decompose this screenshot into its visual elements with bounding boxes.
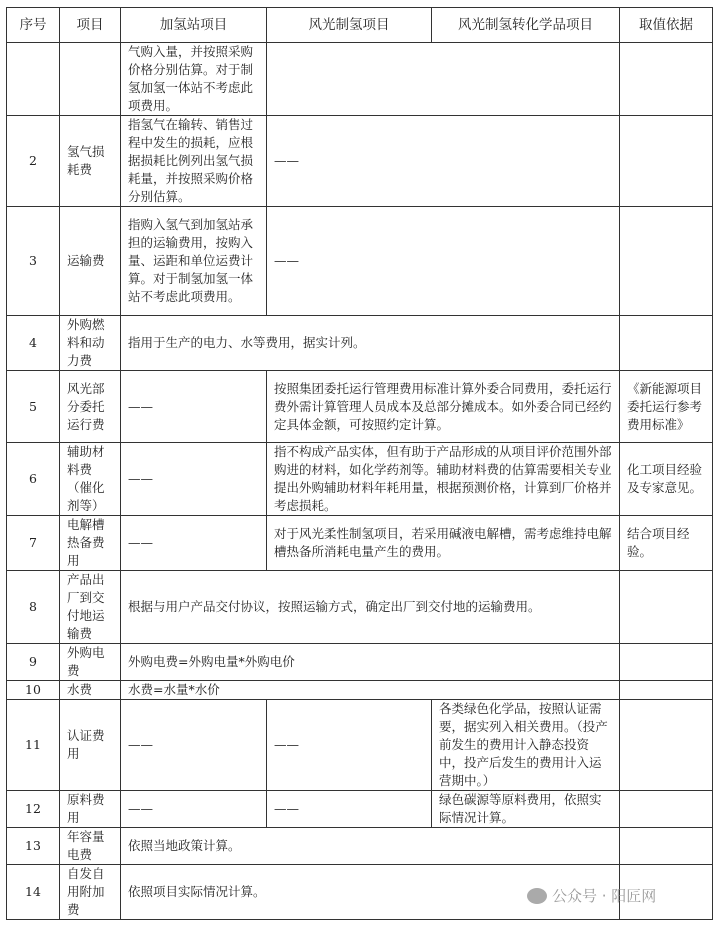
item-cell: 认证费用	[60, 700, 121, 791]
desc-cell: 依照当地政策计算。	[121, 828, 620, 865]
table-row: 12 原料费用 —— —— 绿色碳源等原料费用，依照实际情况计算。	[7, 791, 713, 828]
header-wind-solar: 风光制氢项目	[267, 8, 432, 43]
item-cell: 辅助材料费（催化剂等）	[60, 443, 121, 516]
desc-cell: 水费=水量*水价	[121, 681, 620, 700]
basis-cell: 化工项目经验及专家意见。	[620, 443, 713, 516]
desc-cell: 根据与用户产品交付协议，按照运输方式，确定出厂到交付地的运输费用。	[121, 571, 620, 644]
desc-cell: 按照集团委托运行管理费用标准计算外委合同费用，委托运行费外需计算管理人员成本及总部分摊成本。如外委合同已经约定具体金额，可按照约定计算。	[267, 371, 620, 443]
watermark: 公众号 · 阳匠网	[527, 885, 656, 906]
item-cell: 运输费	[60, 207, 121, 316]
table-row: 2 氢气损耗费 指氢气在输转、销售过程中发生的损耗，应根据损耗比例列出氢气损耗量，并按照采购价格分别估算。 ——	[7, 116, 713, 207]
table-row: 5 风光部分委托运行费 —— 按照集团委托运行管理费用标准计算外委合同费用，委托运行费外需计算管理人员成本及总部分摊成本。如外委合同已经约定具体金额，可按照约定计算。 《新能源项目委托运行参考费用标准》	[7, 371, 713, 443]
item-cell: 原料费用	[60, 791, 121, 828]
basis-cell: 《新能源项目委托运行参考费用标准》	[620, 371, 713, 443]
table-row: 9 外购电费 外购电费=外购电量*外购电价	[7, 644, 713, 681]
station-cell: 指氢气在输转、销售过程中发生的损耗，应根据损耗比例列出氢气损耗量，并按照采购价格分别估算。	[121, 116, 267, 207]
table-row: 8 产品出厂到交付地运输费 根据与用户产品交付协议，按照运输方式，确定出厂到交付地的运输费用。	[7, 571, 713, 644]
basis-cell: 结合项目经验。	[620, 516, 713, 571]
desc-cell: 依照项目实际情况计算。	[121, 865, 620, 920]
item-cell: 电解槽热备费用	[60, 516, 121, 571]
table-row: 6 辅助材料费（催化剂等） —— 指不构成产品实体，但有助于产品形成的从项目评价范围外部购进的材料，如化学药剂等。辅助材料费的估算需要相关专业提出外购辅助材料年耗用量，根据预测价格，计算到厂价格并考虑损耗。 化工项目经验及专家意见。	[7, 443, 713, 516]
item-cell: 氢气损耗费	[60, 116, 121, 207]
header-chem: 风光制氢转化学品项目	[432, 8, 620, 43]
desc-cell: 指用于生产的电力、水等费用，据实计列。	[121, 316, 620, 371]
table-row: 3 运输费 指购入氢气到加氢站承担的运输费用，按购入量、运距和单位运费计算。对于制氢加氢一体站不考虑此项费用。 ——	[7, 207, 713, 316]
header-basis: 取值依据	[620, 8, 713, 43]
item-cell: 水费	[60, 681, 121, 700]
station-cell: 指购入氢气到加氢站承担的运输费用，按购入量、运距和单位运费计算。对于制氢加氢一体站不考虑此项费用。	[121, 207, 267, 316]
chem-cell: 绿色碳源等原料费用，依照实际情况计算。	[432, 791, 620, 828]
table-row	[7, 43, 713, 116]
desc-cell: 外购电费=外购电量*外购电价	[121, 644, 620, 681]
item-cell: 自发自用附加费	[60, 865, 121, 920]
table-row: 11 认证费用 —— —— 各类绿色化学品，按照认证需要，据实列入相关费用。（投产前发生的费用计入静态投资中，投产后发生的费用计入运营期中。）	[7, 700, 713, 791]
table-row: 14 自发自用附加费 依照项目实际情况计算。	[7, 865, 713, 920]
item-cell: 外购电费	[60, 644, 121, 681]
header-station: 加氢站项目	[121, 8, 267, 43]
chem-cell: 各类绿色化学品，按照认证需要，据实列入相关费用。（投产前发生的费用计入静态投资中，投产后发生的费用计入运营期中。）	[432, 700, 620, 791]
station-cell: 气购入量，并按照采购价格分别估算。对于制氢加氢一体站不考虑此项费用。	[121, 43, 267, 116]
item-cell: 年容量电费	[60, 828, 121, 865]
table-row: 4 外购燃料和动力费 指用于生产的电力、水等费用，据实计列。	[7, 316, 713, 371]
desc-cell: 指不构成产品实体，但有助于产品形成的从项目评价范围外部购进的材料，如化学药剂等。辅助材料费的估算需要相关专业提出外购辅助材料年耗用量，根据预测价格，计算到厂价格并考虑损耗。	[267, 443, 620, 516]
header-item: 项目	[60, 8, 121, 43]
table-row: 10 水费 水费=水量*水价	[7, 681, 713, 700]
header-row	[7, 8, 713, 43]
item-cell: 风光部分委托运行费	[60, 371, 121, 443]
table-row: 13 年容量电费 依照当地政策计算。	[7, 828, 713, 865]
cost-table	[6, 7, 713, 920]
desc-cell: 对于风光柔性制氢项目，若采用碱液电解槽，需考虑维持电解槽热备所消耗电量产生的费用。	[267, 516, 620, 571]
item-cell: 外购燃料和动力费	[60, 316, 121, 371]
header-no: 序号	[7, 8, 60, 43]
item-cell: 产品出厂到交付地运输费	[60, 571, 121, 644]
table-row: 7 电解槽热备费用 —— 对于风光柔性制氢项目，若采用碱液电解槽，需考虑维持电解槽热备所消耗电量产生的费用。 结合项目经验。	[7, 516, 713, 571]
wechat-icon	[527, 888, 547, 904]
